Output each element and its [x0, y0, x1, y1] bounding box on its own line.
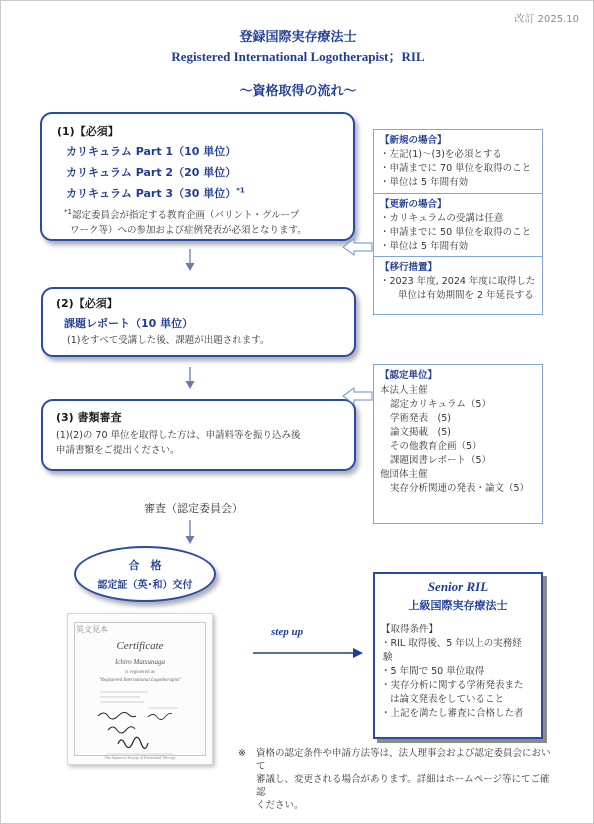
step-up-arrow [253, 646, 365, 660]
review-label: 審査（認定委員会） [144, 502, 243, 515]
step1-item: カリキュラム Part 1（10 単位） [66, 145, 237, 158]
certificate-footer: The Japanese Society of Existential Therapy [104, 755, 176, 760]
step1-footnote-line2: ワーク等）への参加および症例発表が必須となります。 [70, 225, 307, 237]
units-group1-item: 認定カリキュラム（5） [390, 399, 491, 410]
step2-box [41, 287, 356, 357]
pass-title: 合 格 [128, 559, 162, 572]
senior-cond-line: ・RIL 取得後、5 年以上の実務経 [381, 638, 522, 649]
revision-date: 改訂 2025.10 [514, 14, 579, 25]
footnote-line2: 審議し、変更される場合があります。詳細はホームページ等にてご確認 [256, 774, 550, 798]
renewal-heading: 【更新の場合】 [380, 199, 447, 210]
bottom-footnote [238, 747, 558, 812]
step1-footnote-line1 [64, 205, 349, 223]
senior-cond-line: ・上記を満たし審査に合格した者 [381, 708, 524, 719]
units-heading: 【認定単位】 [380, 370, 438, 381]
certificate-title: Certificate [116, 640, 164, 652]
new-case-section [380, 134, 531, 190]
footnote-mark: ※ [238, 748, 246, 759]
step2-note: (1)をすべて受講した後、課題が出題されます。 [67, 335, 270, 346]
units-group1-item: 学術発表 (5) [390, 413, 451, 424]
renewal-line: ・単位は 5 年間有効 [380, 241, 469, 252]
flow-arrow-3 [184, 520, 196, 546]
units-content [380, 369, 542, 496]
units-group1-title: 本法人主催 [380, 385, 428, 396]
footnote-line3: ください。 [256, 800, 304, 811]
units-group1-item: 課題図書レポート（5） [390, 455, 492, 466]
certificate-line2: "Registered International Logotherapist" [98, 678, 182, 683]
certificate-name: Ichiro Matsunaga [114, 658, 166, 666]
units-group1-item: 論文掲載 (5) [390, 427, 451, 438]
units-group1-item: その他教育企画（5） [390, 441, 482, 452]
transition-line: 単位は有効期間を 2 年延長する [398, 290, 534, 301]
step1-heading: (1)【必須】 [57, 125, 119, 138]
step1-item-mark: *1 [236, 186, 245, 195]
renewal-line: ・カリキュラムの受講は任意 [380, 213, 504, 224]
certificate-sample [67, 613, 213, 765]
senior-cond-line: ・5 年間で 50 単位取得 [381, 666, 485, 677]
flow-arrow-2 [184, 367, 196, 391]
page-title-jp: 登録国際実存療法士 [239, 30, 357, 45]
certificate-signatures [78, 688, 202, 758]
senior-cond-heading: 【取得条件】 [381, 624, 439, 635]
new-case-line: ・左記(1)～(3)を必須とする [380, 149, 502, 160]
units-group2-title: 他団体主催 [380, 469, 428, 480]
senior-cond-line: 験 [383, 652, 393, 663]
senior-title-jp: 上級国際実存療法士 [408, 599, 508, 612]
units-group2-item: 実存分析関連の発表・論文（5） [390, 483, 530, 494]
flow-arrow-1 [184, 249, 196, 273]
footnote-line1: 資格の認定条件や申請方法等は、法人理事会および認定委員会において [256, 748, 551, 772]
units-sidebox [373, 364, 543, 524]
step1-box [40, 112, 355, 241]
step-up-label: step up [271, 626, 304, 638]
senior-title-en: Senior RIL [427, 579, 489, 594]
senior-cond-line: ・実存分析に関する学術発表また [381, 680, 524, 691]
step1-footnote-text: 認定委員会が指定する教育企画（バリント・グループ [71, 210, 300, 222]
new-case-line: ・申請までに 70 単位を取得のこと [380, 163, 532, 174]
step3-note-line2: 申請書類をご提出ください。 [56, 445, 180, 456]
step1-item-text: カリキュラム Part 3（30 単位） [66, 187, 237, 200]
pass-subtitle: 認定証（英･和）交付 [97, 580, 193, 591]
step1-footnote-mark: *1 [64, 208, 72, 216]
renewal-section [380, 198, 531, 254]
senior-conditions [381, 623, 541, 721]
step2-heading: (2)【必須】 [56, 297, 118, 310]
senior-ril-box [373, 572, 543, 739]
new-case-heading: 【新規の場合】 [380, 135, 447, 146]
certificate-corner-label: 英文見本 [76, 625, 108, 634]
step3-heading: (3) 書類審査 [56, 411, 122, 424]
step3-box [41, 399, 356, 471]
renewal-line: ・申請までに 50 単位を取得のこと [380, 227, 532, 238]
pass-oval [74, 546, 216, 602]
sidebox-divider [374, 193, 542, 194]
transition-heading: 【移行措置】 [380, 262, 438, 273]
sidebox-pointer-arrow-1 [341, 238, 373, 256]
page-title-en: Registered International Logotherapist；RIL [171, 49, 425, 64]
sidebox-pointer-arrow-2 [341, 387, 373, 405]
certificate-line1: is registered as [125, 670, 155, 675]
transition-section [380, 261, 535, 303]
step3-note-line1: (1)(2)の 70 単位を取得した方は、申請料等を振り込み後 [56, 430, 301, 441]
new-case-line: ・単位は 5 年間有効 [380, 177, 469, 188]
step1-item [66, 185, 245, 201]
step2-item: 課題レポート（10 単位） [64, 317, 194, 330]
page-subtitle: ～資格取得の流れ～ [239, 84, 357, 99]
transition-line: ・2023 年度, 2024 年度に取得した [380, 276, 536, 287]
step3-note [56, 428, 346, 458]
step1-item: カリキュラム Part 2（20 単位） [66, 166, 237, 179]
conditions-sidebox [373, 129, 543, 315]
step1-footnote [64, 205, 349, 238]
senior-cond-line: は論文発表をしていること [390, 694, 505, 705]
sidebox-divider [374, 256, 542, 257]
